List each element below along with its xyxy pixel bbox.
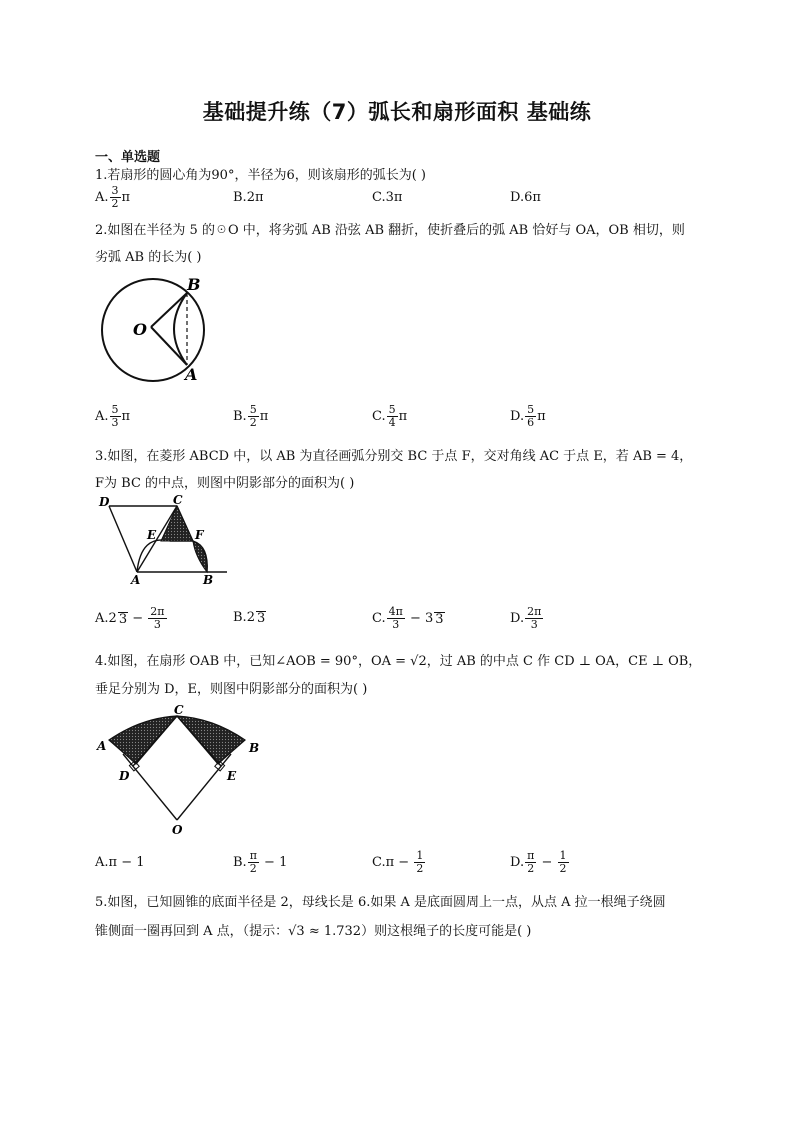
question-3-line1: 3.如图，在菱形 ABCD 中，以 AB 为直径画弧分别交 BC 于点 F，交对角线 AC 于点 E，若 AB = 4， — [95, 449, 693, 464]
label-o: O — [172, 823, 183, 837]
label-a: A — [131, 573, 141, 586]
label-a: A — [97, 739, 107, 753]
q3-option-d[interactable]: D. $\frac{2\pi}{3}$ — [510, 605, 542, 631]
page-title: 基础提升练（7）弧长和扇形面积 基础练 — [202, 100, 592, 124]
q1-option-a[interactable]: A. $\frac{3}{2}$ π — [95, 184, 131, 210]
label-d: D — [119, 769, 130, 783]
q4-option-d[interactable]: D. $\frac{\pi}{2}$ − $\frac{1}{2}$ — [510, 849, 567, 875]
label-o: O — [133, 320, 147, 339]
label-a: A — [185, 365, 198, 384]
q2-option-c[interactable]: C. $\frac{5}{4}$ π — [372, 403, 408, 429]
question-1-text: 1.若扇形的圆心角为90°，半径为6，则该扇形的弧长为( ) — [95, 168, 426, 183]
shaded-region-left — [109, 716, 177, 764]
label-c: C — [174, 703, 184, 717]
label-e: E — [147, 528, 157, 542]
radius-oa — [151, 327, 187, 365]
q3-rhombus-figure — [95, 494, 235, 586]
q4-option-a[interactable]: A. π − 1 — [95, 855, 145, 870]
question-2-line1: 2.如图在半径为 5 的☉O 中，将劣弧 AB 沿弦 AB 翻折，使折叠后的弧 AB 恰好与 OA，OB 相切，则 — [95, 223, 685, 238]
q1-option-d[interactable]: D. 6π — [510, 190, 541, 205]
label-b: B — [203, 573, 214, 586]
radius-ob — [151, 293, 187, 327]
q3-option-c[interactable]: C. $\frac{4\pi}{3}$ − 3 3 — [372, 605, 444, 631]
label-d: D — [99, 495, 110, 509]
q2-option-b[interactable]: B. $\frac{5}{2}$ π — [233, 403, 269, 429]
fraction: $\frac{3}{2}$ — [111, 184, 119, 210]
q2-option-d[interactable]: D. $\frac{5}{6}$ π — [510, 403, 546, 429]
question-3-line2: F为 BC 的中点，则图中阴影部分的面积为( ) — [95, 476, 355, 491]
question-4-line1: 4.如图，在扇形 OAB 中，已知∠AOB = 90°，OA = √2，过 AB 的中点 C 作 CD ⊥ OA，CE ⊥ OB， — [95, 654, 702, 669]
question-5-line2: 锥侧面一圈再回到 A 点，（提示：√3 ≈ 1.732）则这根绳子的长度可能是( ) — [95, 924, 532, 939]
question-2-line2: 劣弧 AB 的长为( ) — [95, 250, 202, 265]
question-4-line2: 垂足分别为 D，E，则图中阴影部分的面积为( ) — [95, 682, 368, 697]
section-heading: 一、单选题 — [95, 150, 161, 165]
q4-option-c[interactable]: C. π − $\frac{1}{2}$ — [372, 849, 424, 875]
label-e: E — [227, 769, 237, 783]
label-b: B — [187, 275, 201, 294]
q1-option-c[interactable]: C. 3π — [372, 190, 403, 205]
q2-circle-figure — [95, 272, 215, 384]
q1-option-b[interactable]: B. 2π — [233, 190, 264, 205]
q4-sector-figure — [95, 702, 265, 837]
side-da — [109, 506, 137, 572]
q3-option-b[interactable]: B. 2 3 — [233, 610, 266, 626]
label-f: F — [195, 528, 204, 542]
q2-option-a[interactable]: A. $\frac{5}{3}$ π — [95, 403, 131, 429]
question-5-line1: 5.如图，已知圆锥的底面半径是 2，母线长是 6.如果 A 是底面圆周上一点，从点 A 拉一根绳子绕圆 — [95, 895, 666, 910]
q3-option-a[interactable]: A. 2 3 − $\frac{2\pi}{3}$ — [95, 605, 165, 631]
q4-option-b[interactable]: B. $\frac{\pi}{2}$ − 1 — [233, 849, 288, 875]
shaded-region-right — [177, 716, 245, 764]
label-b: B — [249, 741, 260, 755]
label-c: C — [173, 494, 183, 507]
